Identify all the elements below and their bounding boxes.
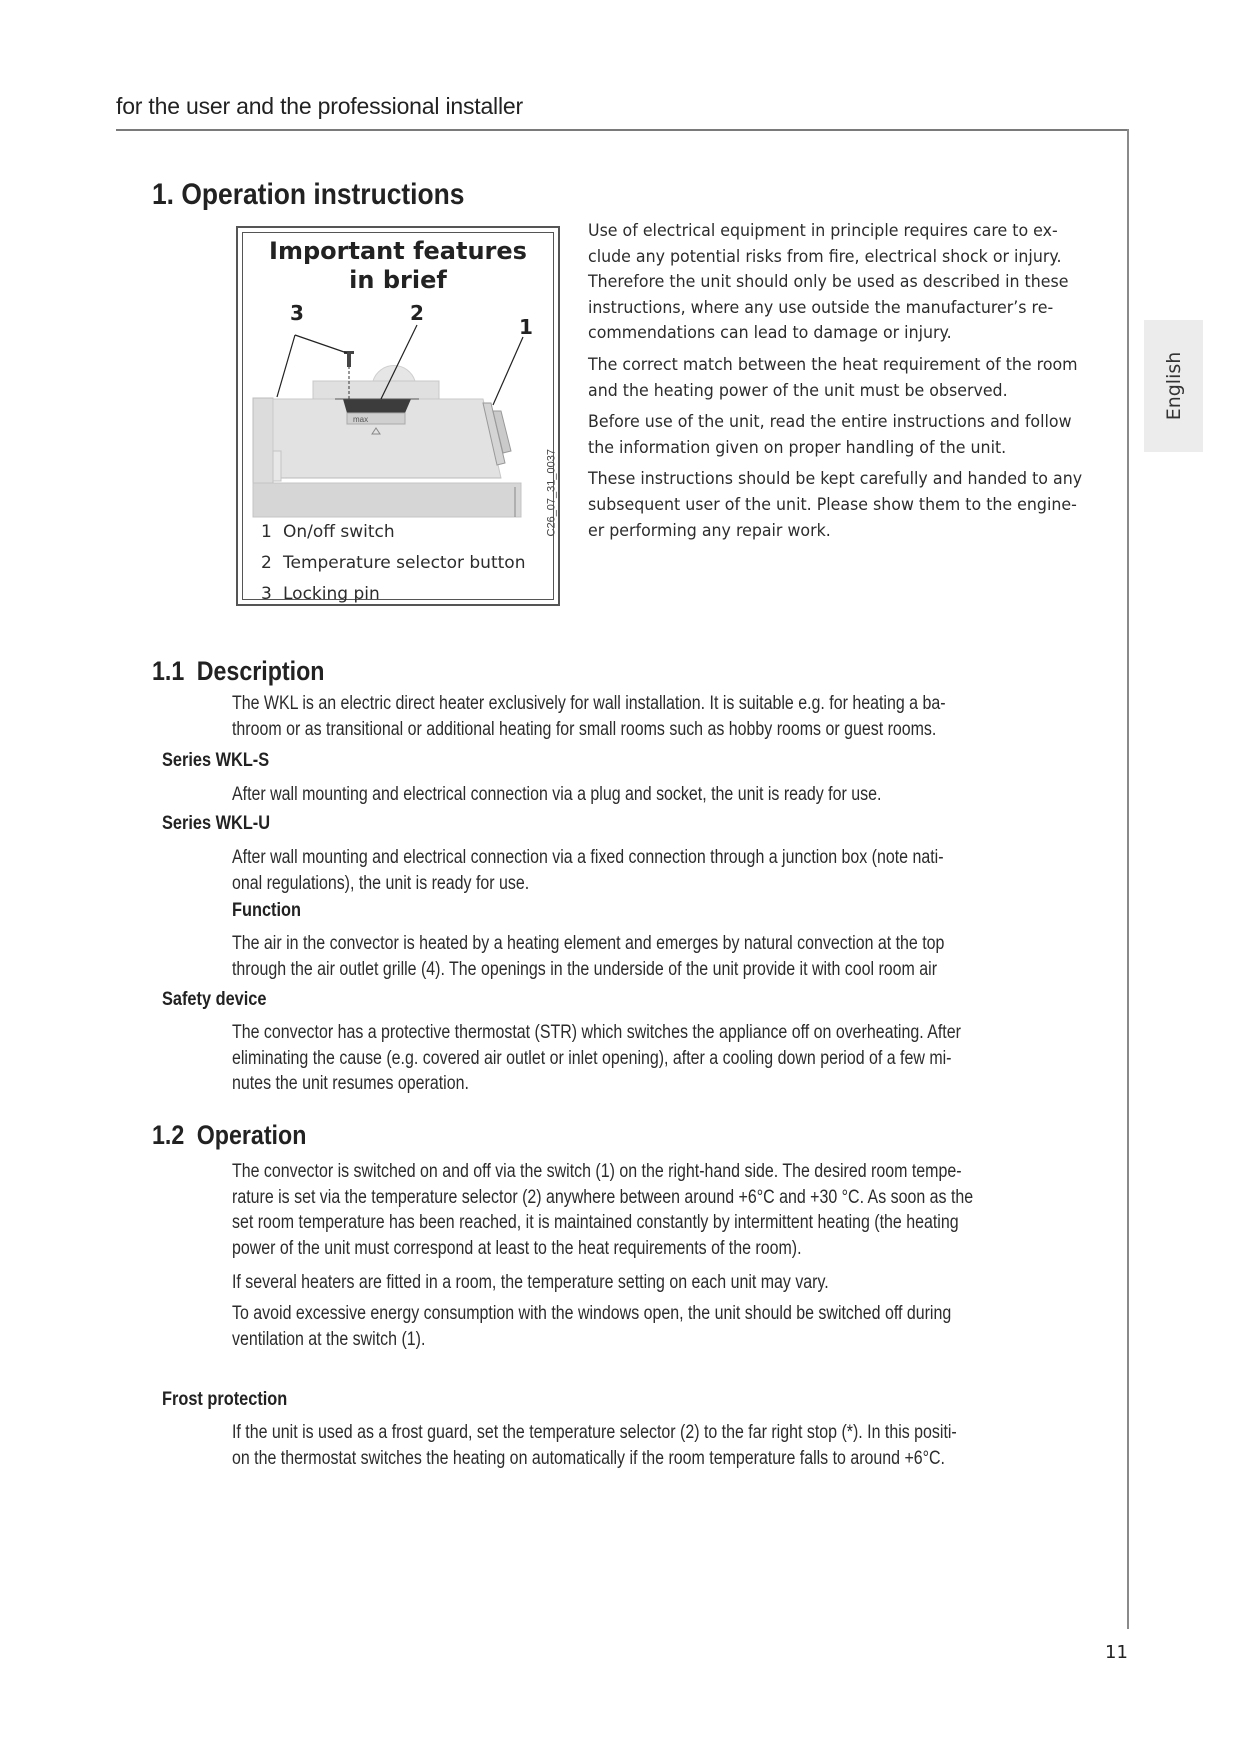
operation-multiple-heaters-text	[232, 1270, 829, 1296]
text-line: Therefore the unit should only be used as described in these	[588, 272, 1069, 293]
text-line: To avoid excessive energy consumption with the windows open, the unit should be switched off during	[232, 1303, 952, 1324]
subsection-title-operation	[152, 1120, 306, 1151]
text-line: eliminating the cause (e.g. covered air outlet or inlet opening), after a cooling down period of a few mi-	[232, 1047, 952, 1069]
text-line: The WKL is an electric direct heater exclusively for wall installation. It is suitable e.g. for heating a ba-	[232, 693, 946, 714]
text-line: If the unit is used as a frost guard, set the temperature selector (2) to the far right stop (*). In this positi-	[232, 1422, 957, 1443]
text-line: through the air outlet grille (4). The openings in the underside of the unit provide it with cool room air	[232, 958, 938, 980]
body-foot	[273, 451, 281, 481]
legend-label: Temperature selector button	[283, 553, 526, 573]
description-text	[232, 691, 946, 742]
leader-3b	[277, 335, 295, 397]
subsection-label: Description	[196, 656, 325, 686]
leader-3a	[295, 335, 347, 353]
text-line: power of the unit must correspond at least to the heat requirements of the room).	[232, 1237, 802, 1259]
subsection-number: 1.2	[152, 1120, 185, 1150]
figure-legend	[261, 517, 525, 610]
figure-code: C26_07_31_0037	[545, 449, 557, 537]
callout-2: 2	[410, 301, 424, 325]
legend-item	[261, 517, 525, 548]
text-line: throom or as transitional or additional heating for small rooms such as hobby rooms or guest rooms.	[232, 718, 937, 740]
text-line: rature is set via the temperature selector (2) anywhere between around +6°C and +30 °C. As soon as the	[232, 1186, 974, 1208]
figure-title-line-1: Important features	[269, 237, 527, 265]
text-line: Use of electrical equipment in principle requires care to ex-	[588, 221, 1058, 241]
text-line: on the thermostat switches the heating on automatically if the room temperature falls to around +6°C.	[232, 1447, 946, 1469]
legend-label: On/off switch	[283, 522, 395, 542]
text-line: clude any potential risks from fire, electrical shock or injury.	[588, 246, 1062, 267]
language-tab	[1144, 320, 1203, 452]
series-wkl-u-text	[232, 845, 944, 896]
text-line: The air in the convector is heated by a heating element and emerges by natural convection at the top	[232, 933, 945, 954]
text-line: onal regulations), the unit is ready for use.	[232, 872, 530, 894]
frost-protection-heading: Frost protection	[162, 1389, 288, 1410]
leader-1	[493, 337, 523, 405]
legend-number: 2	[261, 553, 272, 573]
safety-device-text	[232, 1020, 961, 1097]
heater-base	[253, 483, 521, 517]
intro-paragraph	[588, 410, 1082, 461]
text-line: The convector has a protective thermostat (STR) which switches the appliance off on overheating. After	[232, 1022, 961, 1043]
text-line: The correct match between the heat requirement of the room	[588, 354, 1078, 375]
intro-paragraph	[588, 353, 1082, 404]
section-title: 1. Operation instructions	[152, 178, 465, 211]
safety-intro-column	[588, 219, 1082, 550]
text-line: subsequent user of the unit. Please show them to the engine-	[588, 494, 1077, 515]
legend-item	[261, 548, 525, 579]
text-line: set room temperature has been reached, it is maintained constantly by intermittent heating (the heating	[232, 1212, 959, 1234]
text-line: Before use of the unit, read the entire instructions and follow	[588, 412, 1072, 433]
running-header: for the user and the professional installer	[116, 93, 523, 119]
text-line: commendations can lead to damage or injury.	[588, 323, 952, 344]
callout-3: 3	[290, 301, 304, 325]
margin-rule	[1127, 129, 1129, 1629]
series-wkl-s-text	[232, 782, 881, 808]
temperature-selector	[343, 399, 411, 413]
text-line: er performing any repair work.	[588, 520, 831, 541]
locking-pin	[347, 353, 351, 367]
language-tab-label: English	[1162, 351, 1185, 421]
figure-inner-frame	[242, 232, 557, 604]
features-figure	[236, 226, 560, 606]
text-line: ventilation at the switch (1).	[232, 1328, 426, 1350]
intro-paragraph	[588, 467, 1082, 544]
text-line: nutes the unit resumes operation.	[232, 1073, 469, 1095]
legend-item	[261, 579, 525, 610]
series-wkl-s-heading: Series WKL-S	[162, 750, 270, 771]
text-line: These instructions should be kept carefully and handed to any	[588, 469, 1083, 490]
text-line: After wall mounting and electrical connection via a fixed connection through a junction box (note nati-	[232, 847, 944, 868]
text-line: If several heaters are fitted in a room, the temperature setting on each unit may vary.	[232, 1272, 829, 1293]
subsection-title-description	[152, 656, 324, 687]
text-line: After wall mounting and electrical connection via a plug and socket, the unit is ready for use.	[232, 784, 882, 805]
selector-max-label: max	[353, 415, 369, 424]
text-line: the information given on proper handling of the unit.	[588, 437, 1007, 458]
page-number: 11	[1105, 1642, 1128, 1663]
header-rule	[116, 129, 1129, 131]
operation-text	[232, 1159, 973, 1261]
operation-ventilation-text	[232, 1301, 951, 1352]
text-line: The convector is switched on and off via the switch (1) on the right-hand side. The desired room tempe-	[232, 1161, 962, 1182]
subsection-label: Operation	[196, 1120, 307, 1150]
top-cap	[313, 381, 439, 399]
text-line: instructions, where any use outside the manufacturer’s re-	[588, 297, 1054, 318]
safety-device-heading: Safety device	[162, 989, 267, 1010]
subsection-number: 1.1	[152, 656, 185, 686]
series-wkl-u-heading: Series WKL-U	[162, 813, 271, 834]
figure-title-line-2: in brief	[349, 266, 447, 294]
function-heading: Function	[232, 900, 301, 921]
text-line: and the heating power of the unit must be observed.	[588, 380, 1008, 401]
legend-number: 3	[261, 584, 272, 604]
frost-protection-text	[232, 1420, 957, 1471]
wall-bracket	[253, 398, 273, 483]
function-text	[232, 931, 944, 982]
legend-label: Locking pin	[283, 584, 380, 604]
intro-paragraph	[588, 219, 1082, 347]
legend-number: 1	[261, 522, 272, 542]
callout-1: 1	[519, 315, 533, 339]
